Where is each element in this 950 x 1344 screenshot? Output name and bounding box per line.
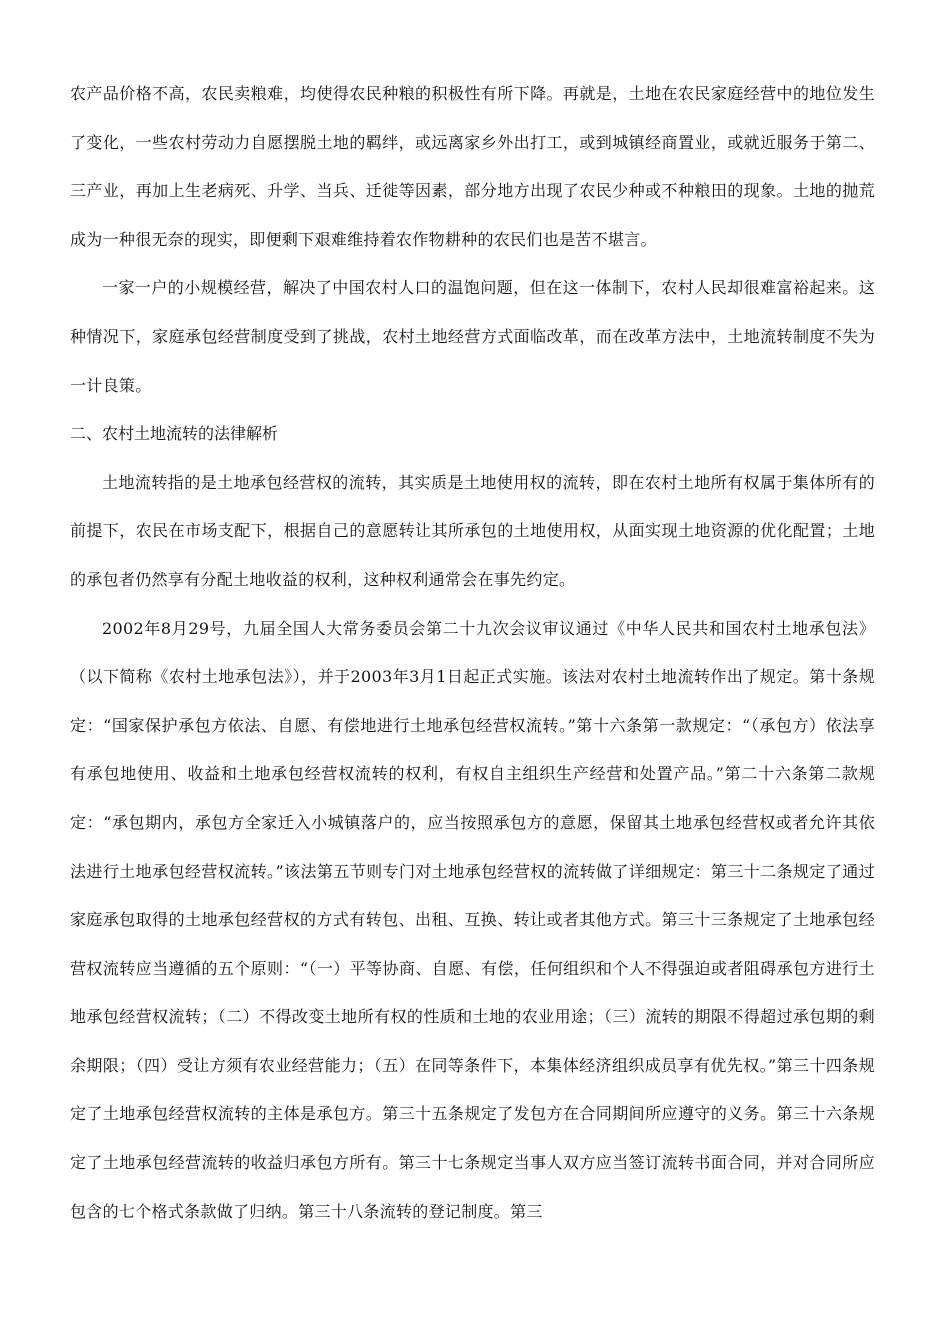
paragraph-land-transfer-definition: 土地流转指的是土地承包经营权的流转，其实质是土地使用权的流转，即在农村土地所有权属于集体所有的前提下，农民在市场支配下，根据自己的意愿转让其所承包的土地使用权，从面实现土地资源的优化配置；土地的承包者仍然享有分配土地收益的权利，这种权利通常会在事先约定。: [70, 472, 875, 589]
paragraph-continued: 农产品价格不高，农民卖粮难，均使得农民种粮的积极性有所下降。再就是，土地在农民家庭经营中的地位发生了变化，一些农村劳动力自愿摆脱土地的羁绊，或远离家乡外出打工，或到城镇经商置业，或就近服务于第二、三产业，再加上生老病死、升学、当兵、迁徙等因素，部分地方出现了农民少种或不种粮田的现象。土地的抛荒成为一种很无奈的现实，即便剩下艰难维持着农作物耕种的农民们也是苦不堪言。: [70, 84, 875, 249]
document-page: [70, 70, 875, 1236]
paragraph-small-scale-operation: 一家一户的小规模经营，解决了中国农村人口的温饱问题，但在这一体制下，农村人民却很难富裕起来。这种情况下，家庭承包经营制度受到了挑战，农村土地经营方式面临改革，而在改革方法中，土地流转制度不失为一计良策。: [70, 278, 875, 395]
section-heading-legal-analysis: 二、农村土地流转的法律解析: [70, 424, 279, 444]
paragraph-land-contract-law: 2002年8月29号，九届全国人大常务委员会第二十九次会议审议通过《中华人民共和国农村土地承包法》（以下简称《农村土地承包法》），并于2003年3月1日起正式实施。该法对农村土地流转作出了规定。第十条规定：“国家保护承包方依法、自愿、有偿地进行土地承包经营权流转。”第十六条第一款规定：“（承包方）依法享有承包地使用、收益和土地承包经营权流转的权利，有权自主组织生产经营和处置产品。”第二十六条第二款规定：“承包期内，承包方全家迁入小城镇落户的，应当按照承包方的意愿，保留其土地承包经营权或者允许其依法进行土地承包经营权流转。”该法第五节则专门对土地承包经营权的流转做了详细规定：第三十二条规定了通过家庭承包取得的土地承包经营权的方式有转包、出租、互换、转让或者其他方式。第三十三条规定了土地承包经营权流转应当遵循的五个原则：“（一）平等协商、自愿、有偿，任何组织和个人不得强迫或者阻碍承包方进行土地承包经营权流转；（二）不得改变土地所有权的性质和土地的农业用途；（三）流转的期限不得超过承包期的剩余期限；（四）受让方须有农业经营能力；（五）在同等条件下，本集体经济组织成员享有优先权。”第三十四条规定了土地承包经营权流转的主体是承包方。第三十五条规定了发包方在合同期间所应遵守的义务。第三十六条规定了土地承包经营流转的收益归承包方所有。第三十七条规定当事人双方应当签订流转书面合同，并对合同所应包含的七个格式条款做了归纳。第三十八条流转的登记制度。第三: [70, 618, 875, 1221]
